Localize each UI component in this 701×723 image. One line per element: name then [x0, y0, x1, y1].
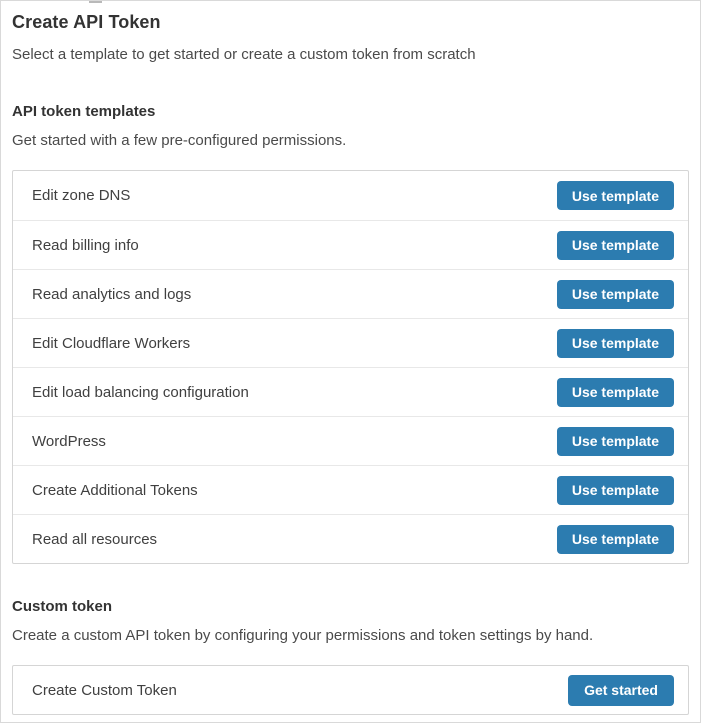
templates-section-heading: API token templates — [12, 103, 156, 120]
use-template-button[interactable]: Use template — [557, 525, 674, 554]
use-template-button[interactable]: Use template — [557, 378, 674, 407]
use-template-button[interactable]: Use template — [557, 231, 674, 260]
page-subtitle: Select a template to get started or create a custom token from scratch — [12, 46, 476, 63]
template-row — [13, 367, 688, 416]
template-list — [12, 170, 689, 564]
custom-token-section-heading: Custom token — [12, 598, 113, 615]
template-row — [13, 514, 688, 563]
custom-token-label: Create Custom Token — [32, 681, 177, 699]
get-started-button[interactable]: Get started — [568, 675, 674, 706]
template-label: Read all resources — [32, 530, 158, 548]
template-label: Edit zone DNS — [32, 187, 131, 204]
template-row — [13, 171, 688, 220]
template-label: Create Additional Tokens — [32, 481, 198, 499]
custom-token-section-description: Create a custom API token by configuring your permissions and token settings by hand. — [12, 627, 594, 644]
use-template-button[interactable]: Use template — [557, 427, 674, 456]
template-label: Read analytics and logs — [32, 285, 192, 303]
top-edge-artifact — [89, 1, 102, 3]
template-label: Edit load balancing configuration — [32, 383, 249, 401]
template-label: Read billing info — [32, 236, 139, 254]
templates-section-description: Get started with a few pre-configured permissions. — [12, 132, 347, 149]
use-template-button[interactable]: Use template — [557, 280, 674, 309]
page-title: Create API Token — [12, 12, 161, 32]
use-template-button[interactable]: Use template — [557, 181, 674, 210]
custom-token-card — [12, 665, 689, 715]
template-row — [13, 220, 688, 269]
use-template-button[interactable]: Use template — [557, 476, 674, 505]
use-template-button[interactable]: Use template — [557, 329, 674, 358]
template-row — [13, 416, 688, 465]
template-row — [13, 269, 688, 318]
template-label: Edit Cloudflare Workers — [32, 334, 191, 352]
template-label: WordPress — [32, 432, 106, 450]
template-row — [13, 318, 688, 367]
custom-token-row — [13, 666, 688, 714]
template-row — [13, 465, 688, 514]
